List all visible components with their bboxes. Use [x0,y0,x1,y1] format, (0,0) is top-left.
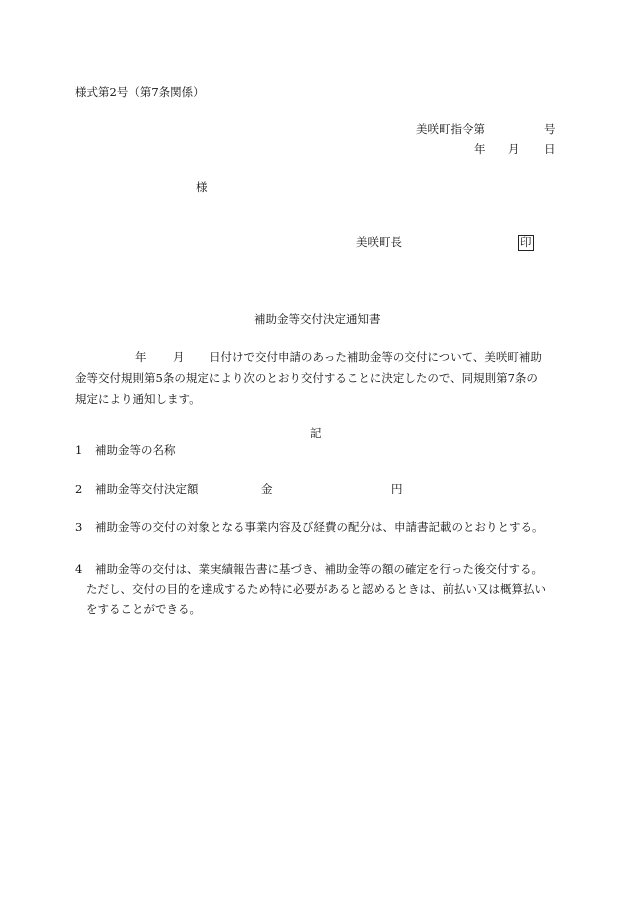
item-2-kin: 金 [261,482,273,496]
item-2-number: 2 [75,482,83,496]
item-2-text: 補助金等交付決定額 [95,482,199,496]
item-4-text: 補助金等の交付は、業実績報告書に基づき、補助金等の額の確定を行った後交付する。 [95,562,544,576]
intro-line-2: 金等交付規則第5条の規定により次のとおり交付することに決定したので、同規則第7条の [75,371,538,385]
issuer-seal [518,235,534,251]
intro-line-3: 規定により通知します。 [75,392,201,406]
document-title: 補助金等交付決定通知書 [254,312,381,326]
ki-heading: 記 [310,426,322,440]
intro-paragraph [75,347,565,410]
item-2 [75,482,403,496]
item-3 [75,520,544,534]
item-1-text: 補助金等の名称 [95,443,176,457]
seal-mark: 印 [520,235,532,249]
item-1-number: 1 [75,443,83,457]
intro-line-1 [75,347,565,368]
item-1 [75,443,176,457]
item-4-cont-1: ただし、交付の目的を達成するため特に必要があると認めるときは、前払い又は概算払い [86,582,546,596]
issuer-name: 美咲町長 [356,235,402,249]
item-2-yen: 円 [391,482,403,496]
intro-line-1-rest: 日付けで交付申請のあった補助金等の交付について、美咲町補助 [209,350,542,364]
item-4-number: 4 [75,562,83,576]
intro-month: 月 [173,350,185,364]
item-3-number: 3 [75,520,83,534]
item-4-cont-2: をすることができる。 [86,602,201,616]
doc-number-suffix: 号 [544,122,556,136]
date-year: 年 [474,142,486,156]
addressee-honorific: 様 [196,180,208,194]
document-number [416,122,556,136]
item-4 [75,559,546,616]
intro-year: 年 [135,350,147,364]
date-day: 日 [544,142,556,156]
issue-date [474,142,556,156]
form-label: 様式第2号（第7条関係） [75,85,205,99]
item-3-text: 補助金等の交付の対象となる事業内容及び経費の配分は、申請書記載のとおりとする。 [95,520,544,534]
date-month: 月 [508,142,520,156]
doc-number-prefix: 美咲町指令第 [416,122,485,136]
